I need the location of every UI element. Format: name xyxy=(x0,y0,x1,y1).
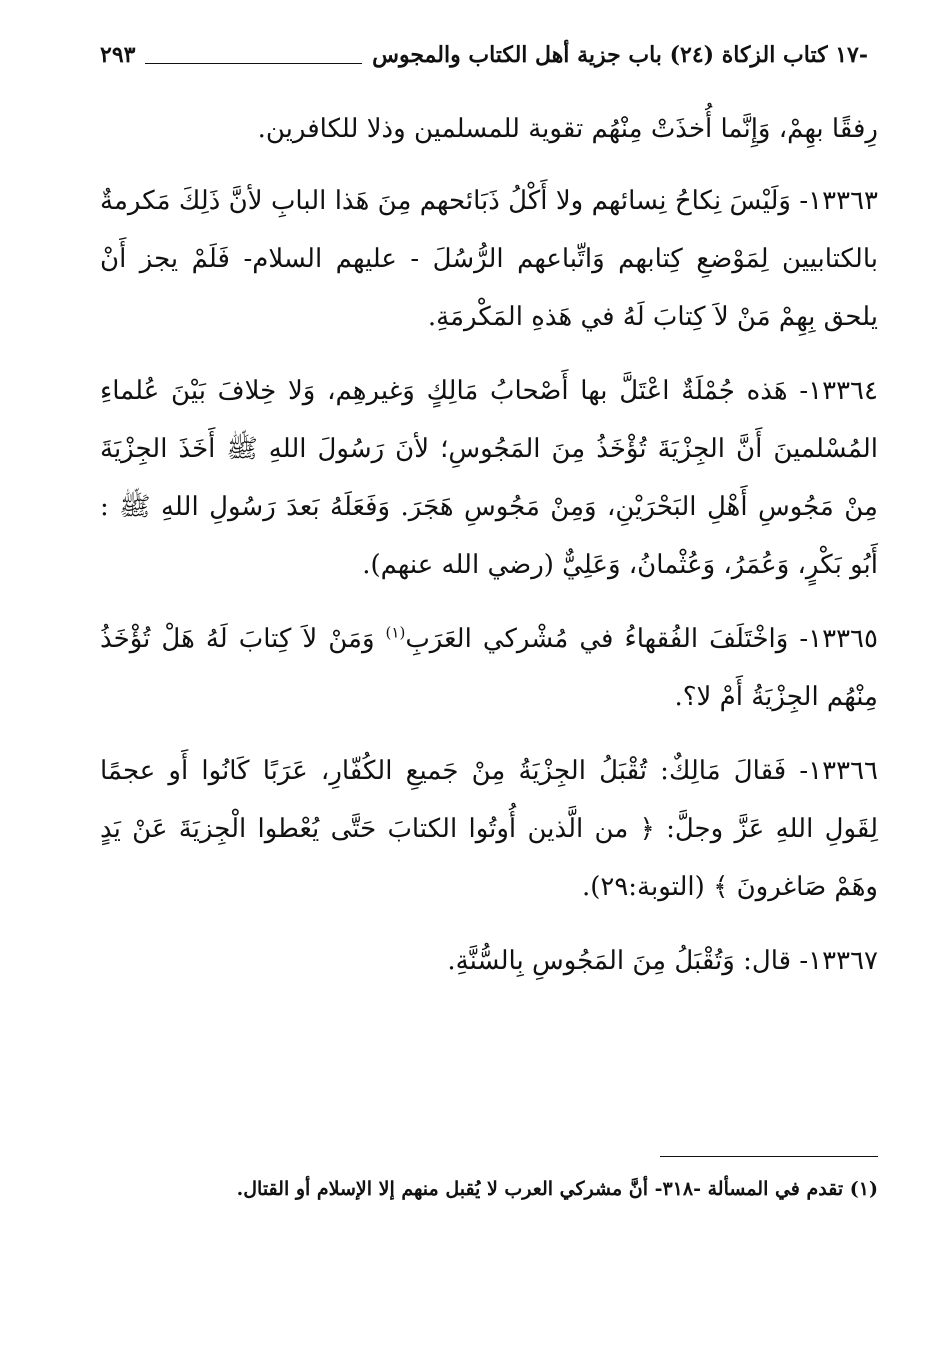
paragraph-number: ١٣٣٦٦ xyxy=(808,756,878,786)
paragraph-number: ١٣٣٦٤ xyxy=(808,376,878,406)
paragraph-13367 xyxy=(100,932,878,990)
paragraph-text-continued: وَمَنْ لاَ كِتابَ لَهُ هَلْ تُؤْخَذُ مِنْهُم الجِزْيَةُ أَمْ لا؟. xyxy=(100,624,878,712)
number-dash: - xyxy=(791,946,809,976)
main-text xyxy=(100,100,878,1006)
footnote-text: تقدم في المسألة -٣١٨- أنَّ مشركي العرب لا يُقبل منهم إلا الإسلام أو القتال. xyxy=(236,1178,844,1200)
footnote-rule xyxy=(660,1156,878,1157)
footnote xyxy=(100,1172,878,1206)
number-dash: - xyxy=(787,376,809,406)
paragraph-text: وَلَيْسَ نِكاحُ نِسائهم ولا أَكْلُ ذَبَائحهم مِنَ هَذا البابِ لأنَّ ذَلِكَ مَكرمةٌ بالكتابيين لِمَوْضعِ كِتابهم وَاتِّباعهم الرُّسُلَ - عليهم السلام- فَلَمْ يجز أَنْ يلحق بِهِمْ مَنْ لاَ كِتابَ لَهُ في هَذهِ المَكْرمَةِ. xyxy=(100,186,878,332)
number-dash: - xyxy=(788,624,809,654)
paragraph-text: هَذه جُمْلَةٌ اعْتَلَّ بها أَصْحابُ مَالِكٍ وَغيرهِم، وَلا خِلافَ بَيْنَ عُلماءِ المُسْلمينَ أَنَّ الجِزْيَةَ تُؤْخَذُ مِنَ المَجُوسِ؛ لأنَ رَسُولَ اللهِ ﷺ أَخَذَ الجِزْيَةَ مِنْ مَجُوسِ أَهْلِ البَحْرَيْنِ، وَمِنْ مَجُوسِ هَجَرَ. وَفَعَلَهُ بَعدَ رَسُولِ اللهِ ﷺ : أَبُو بَكْرٍ، وَعُمَرُ، وَعُثْمانُ، وَعَلِيٌّ (رضي الله عنهم). xyxy=(100,376,878,580)
header-rule xyxy=(145,63,362,64)
paragraph-text: قال: وَتُقْبَلُ مِنَ المَجُوسِ بِالسُّنَّةِ. xyxy=(447,946,792,976)
paragraph-text: وَاخْتَلَفَ الفُقهاءُ في مُشْركي العَرَبِ xyxy=(405,624,789,654)
header-title: -١٧ كتاب الزكاة (٢٤) باب جزية أهل الكتاب والمجوس xyxy=(372,42,868,68)
footnote-reference[interactable]: (١) xyxy=(385,623,406,642)
paragraph-continuation xyxy=(100,100,878,158)
footnote-marker: (١) xyxy=(849,1178,878,1200)
paragraph-13364 xyxy=(100,362,878,594)
page-number: ٢٩٣ xyxy=(100,42,136,68)
paragraph-number: ١٣٣٦٣ xyxy=(808,186,878,216)
paragraph-text: فَقالَ مَالِكٌ: تُقْبَلُ الجِزْيَةُ مِنْ جَميعِ الكُفّارِ، عَرَبًا كَانُوا أَو عجمًا لِقَولِ اللهِ عَزَّ وجلَّ: ﴿ من الَّذين أُوتُوا الكتابَ حَتَّى يُعْطوا الْجِزيَةَ عَنْ يَدٍ وهَمْ صَاغرونَ ﴾ (التوبة:٢٩). xyxy=(100,756,878,902)
number-dash: - xyxy=(786,756,809,786)
paragraph-number: ١٣٣٦٥ xyxy=(808,624,878,654)
paragraph-text: رِفقًا بهِمْ، وَإِنَّما أُخذَتْ مِنْهُم تقوية للمسلمين وذلا للكافرين. xyxy=(257,114,878,144)
paragraph-13363 xyxy=(100,172,878,346)
number-dash: - xyxy=(791,186,809,216)
paragraph-number: ١٣٣٦٧ xyxy=(808,946,878,976)
paragraph-13366 xyxy=(100,742,878,916)
paragraph-13365 xyxy=(100,610,878,726)
running-header xyxy=(100,38,868,70)
